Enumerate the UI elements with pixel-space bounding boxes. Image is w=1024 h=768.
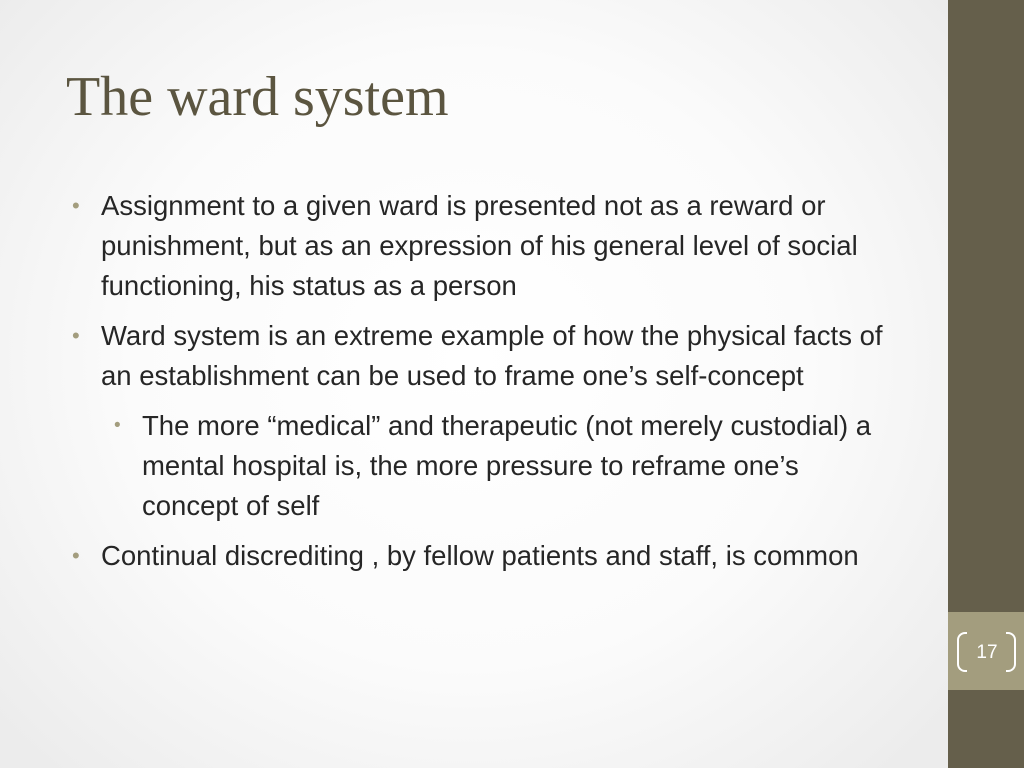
bullet-marker: •: [114, 415, 121, 436]
page-number: 17: [976, 642, 998, 663]
bullet-item: [72, 316, 901, 396]
bullet-marker: •: [72, 543, 80, 568]
bullet-marker: •: [72, 323, 80, 348]
bullet-text: The more “medical” and therapeutic (not merely custodial) a mental hospital is, the more pressure to reframe one’s concept of self: [142, 410, 872, 521]
bullet-marker: •: [72, 193, 80, 218]
bullet-item: [72, 186, 901, 306]
bullet-text: Ward system is an extreme example of how the physical facts of an establishment can be used to frame one’s self-concept: [101, 320, 883, 391]
sub-bullet-item: [114, 406, 882, 526]
bullet-list: [72, 186, 902, 586]
bullet-text: Continual discrediting , by fellow patients and staff, is common: [101, 540, 859, 571]
bullet-item: [72, 536, 901, 576]
slide-title: The ward system: [66, 66, 449, 128]
bullet-text: Assignment to a given ward is presented not as a reward or punishment, but as an expression of his general level of social functioning, his status as a person: [101, 190, 858, 301]
